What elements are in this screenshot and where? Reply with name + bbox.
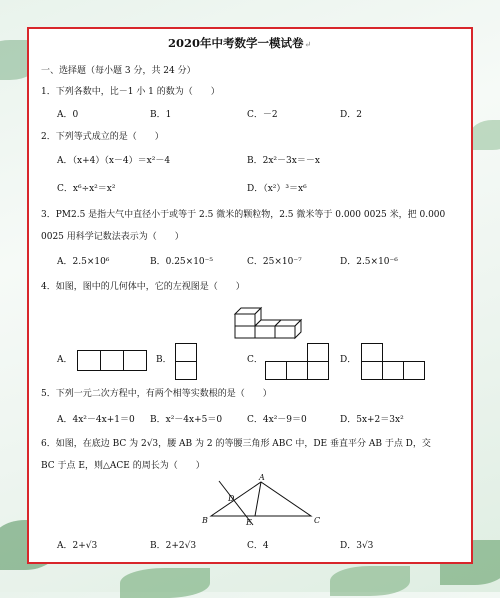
question-5-option-c[interactable]: C．4x²－9＝0 [247, 415, 307, 425]
question-4-stem: 4．如图，图中的几何体中，它的左视图是（ ） [41, 282, 245, 292]
question-1-option-d[interactable]: D．2 [340, 110, 362, 120]
question-1-option-c[interactable]: C．－2 [247, 110, 278, 120]
question-3-option-a[interactable]: A．2.5×10⁶ [57, 257, 110, 267]
question-6-stem-line2: BC 于点 E，则△ACE 的周长为（ ） [41, 461, 205, 471]
question-4-option-d[interactable]: D． [340, 355, 357, 365]
question-4-option-c[interactable]: C． [247, 355, 263, 365]
question-5-stem: 5．下列一元二次方程中，有两个相等实数根的是（ ） [41, 389, 272, 399]
question-6-option-c[interactable]: C．4 [247, 541, 269, 551]
question-3-option-c[interactable]: C．25×10⁻⁷ [247, 257, 302, 267]
exam-paper [27, 27, 473, 564]
question-2-option-d[interactable]: D．（x²）³＝x⁶ [247, 184, 307, 194]
leaf-decoration [470, 120, 500, 150]
question-3-option-d[interactable]: D．2.5×10⁻⁶ [340, 257, 398, 267]
section-heading: 一、选择题（每小题 3 分，共 24 分） [41, 66, 196, 76]
question-1-stem: 1．下列各数中，比－1 小 1 的数为（ ） [41, 87, 220, 97]
point-label-d: D [228, 494, 235, 503]
question-6-option-a[interactable]: A．2+√3 [57, 541, 98, 551]
point-label-c: C [314, 516, 321, 525]
question-1-option-a[interactable]: A．0 [57, 110, 79, 120]
question-5-option-d[interactable]: D．5x+2＝3x² [340, 415, 404, 425]
question-5-option-a[interactable]: A．4x²－4x+1＝0 [57, 415, 135, 425]
question-3-stem-line2: 0025 用科学记数法表示为（ ） [41, 232, 184, 242]
question-5-option-b[interactable]: B．x²－4x+5＝0 [150, 415, 223, 425]
question-3-option-b[interactable]: B．0.25×10⁻⁵ [150, 257, 214, 267]
triangle-figure [199, 473, 329, 529]
point-label-b: B [202, 516, 208, 525]
solid-figure [229, 300, 315, 340]
question-4-option-b[interactable]: B． [156, 355, 172, 365]
leaf-decoration [120, 568, 210, 598]
question-2-option-b[interactable]: B．2x²－3x＝－x [247, 156, 320, 166]
question-1-option-b[interactable]: B．1 [150, 110, 172, 120]
question-2-stem: 2．下列等式成立的是（ ） [41, 132, 164, 142]
question-6-option-d[interactable]: D．3√3 [340, 541, 374, 551]
question-4-option-a[interactable]: A． [57, 355, 73, 365]
point-label-a: A [259, 473, 265, 482]
exam-title: 2020年中考数学一模试卷↵ [168, 36, 312, 50]
question-2-option-c[interactable]: C．x⁶÷x²＝x² [57, 184, 116, 194]
question-2-option-a[interactable]: A．（x+4）（x－4）＝x²－4 [57, 156, 171, 166]
point-label-e: E [246, 518, 252, 527]
question-6-option-b[interactable]: B．2+2√3 [150, 541, 197, 551]
question-6-stem-line1: 6．如图，在底边 BC 为 2√3，腰 AB 为 2 的等腰三角形 ABC 中，DE 垂直平分 AB 于点 D，交 [41, 439, 431, 449]
question-3-stem-line1: 3．PM2.5 是指大气中直径小于或等于 2.5 微米的颗粒物，2.5 微米等于 0.000 0025 米，把 0.000 [41, 210, 446, 220]
